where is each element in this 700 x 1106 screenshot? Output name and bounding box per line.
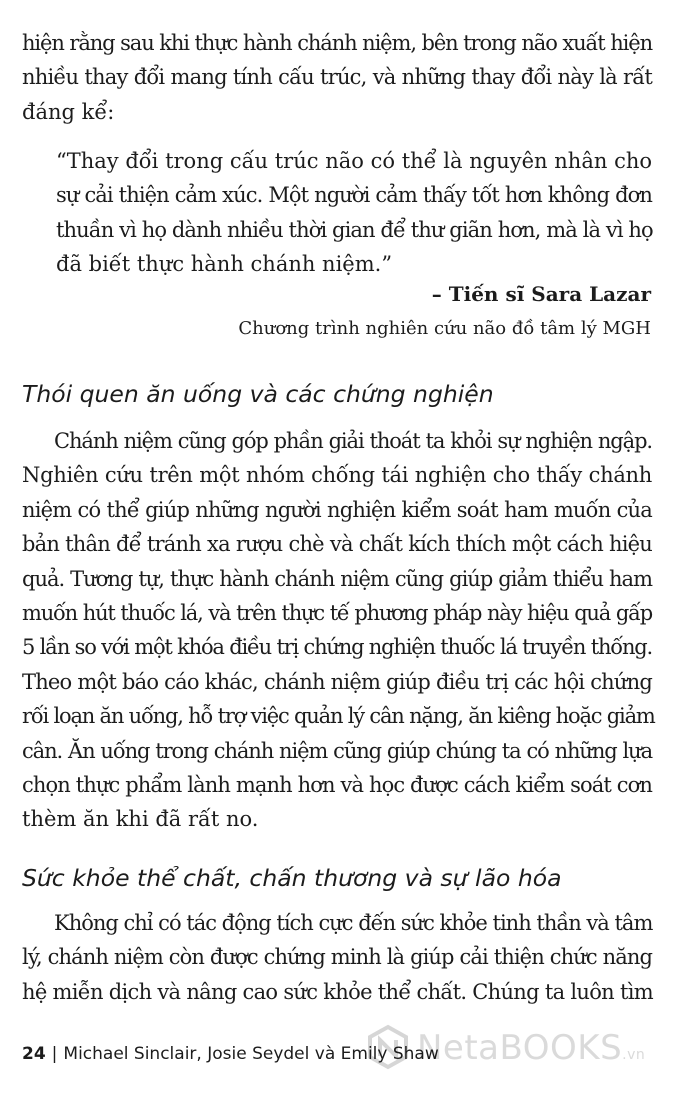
page-number: 24: [22, 1044, 46, 1064]
text-line: Không chỉ có tác động tích cực đến sức khỏe tinh thần và tâm: [54, 911, 653, 935]
text-line: lý, chánh niệm còn được chứng minh là giúp cải thiện chức năng: [22, 945, 652, 970]
text-line: bản thân để tránh xa rượu chè và chất kích thích một cách hiệu: [22, 532, 652, 557]
text-line: hiện rằng sau khi thực hành chánh niệm, bên trong não xuất hiện: [22, 31, 652, 55]
quote-line: đã biết thực hành chánh niệm.”: [56, 252, 393, 277]
footer-separator: |: [51, 1044, 58, 1064]
text-line: thèm ăn khi đã rất no.: [22, 807, 259, 832]
quote-block: [56, 144, 652, 282]
text-line: hệ miễn dịch và nâng cao sức khỏe thể chất. Chúng ta luôn tìm: [22, 979, 653, 1004]
quote-line: “Thay đổi trong cấu trúc não có thể là nguyên nhân cho: [56, 149, 652, 173]
text-line: 5 lần so với một khóa điều trị chứng nghiện thuốc lá truyền thống.: [22, 635, 652, 660]
text-line: chọn thực phẩm lành mạnh hơn và học được cách kiểm soát cơn: [22, 773, 652, 798]
page-footer: [22, 1044, 439, 1064]
quote-author: – Tiến sĩ Sara Lazar: [431, 282, 651, 306]
text-line: muốn hút thuốc lá, và trên thực tế phương pháp này hiệu quả gấp: [22, 601, 652, 626]
text-line: rối loạn ăn uống, hỗ trợ việc quản lý cân nặng, ăn kiêng hoặc giảm: [22, 704, 655, 729]
text-line: đáng kể:: [22, 99, 115, 124]
paragraph-physical-health: [22, 906, 652, 1009]
quote-organization: Chương trình nghiên cứu não đồ tâm lý MGH: [238, 318, 651, 339]
section-heading-eating-addiction: Thói quen ăn uống và các chứng nghiện: [22, 380, 494, 408]
text-line: nhiều thay đổi mang tính cấu trúc, và những thay đổi này là rất: [22, 65, 652, 90]
footer-authors: Michael Sinclair, Josie Seydel và Emily Shaw: [63, 1044, 439, 1064]
section-heading-physical-health: Sức khỏe thể chất, chấn thương và sự lão hóa: [22, 864, 562, 892]
text-line: Chánh niệm cũng góp phần giải thoát ta khỏi sự nghiện ngập.: [54, 429, 652, 453]
text-line: cân. Ăn uống trong chánh niệm cũng giúp chúng ta có những lựa: [22, 738, 652, 763]
text-line: Nghiên cứu trên một nhóm chống tái nghiện cho thấy chánh: [22, 463, 652, 488]
watermark-text: NetaBOOKS.vn: [417, 1028, 646, 1068]
text-line: niệm có thể giúp những người nghiện kiểm soát ham muốn của: [22, 497, 652, 522]
text-line: Theo một báo cáo khác, chánh niệm giúp điều trị các hội chứng: [22, 669, 652, 694]
quote-line: sự cải thiện cảm xúc. Một người cảm thấy tốt hơn không đơn: [56, 183, 652, 208]
text-line: quả. Tương tự, thực hành chánh niệm cũng giúp giảm thiểu ham: [22, 566, 652, 591]
paragraph-intro: [22, 26, 652, 129]
quote-line: thuần vì họ dành nhiều thời gian để thư giãn hơn, mà là vì họ: [56, 217, 653, 242]
paragraph-eating-addiction: [22, 424, 655, 837]
